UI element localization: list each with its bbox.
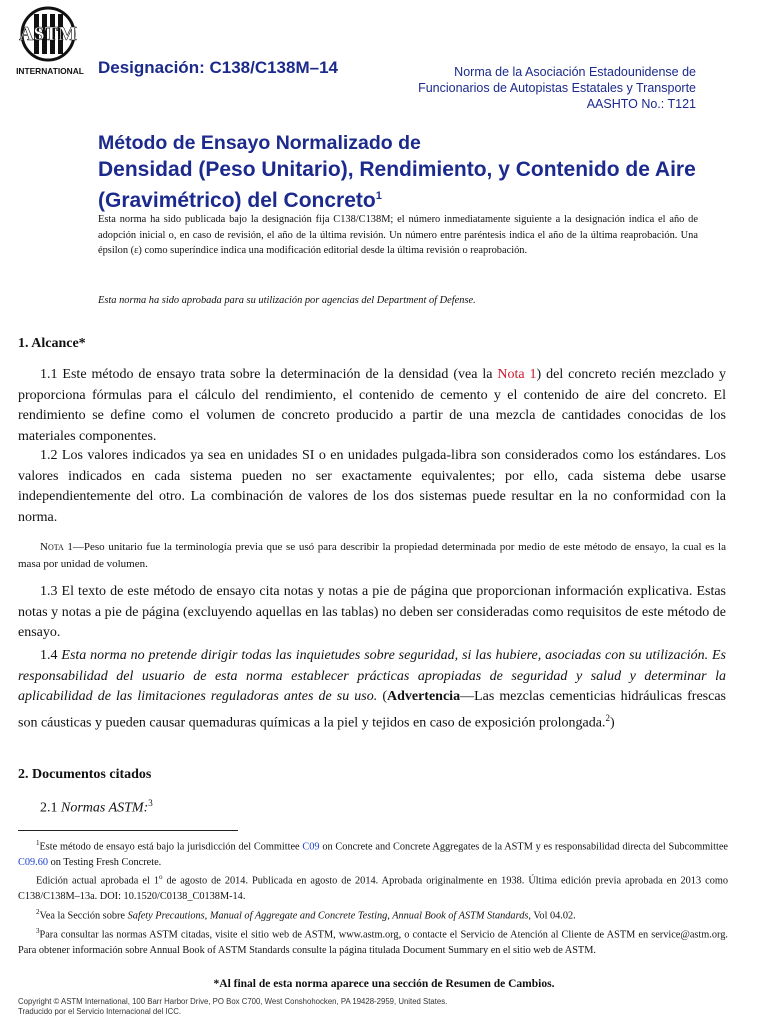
footnote-2 [18, 905, 728, 924]
p21-num: 2.1 [40, 800, 61, 816]
footnote-1-text-c: on Testing Fresh Concrete. [48, 856, 162, 868]
footnote-2-text-a: Vea la Sección sobre [39, 910, 128, 922]
footnote-1 [18, 836, 728, 870]
translation-credit: Traducido por el Servicio Internacional del ICC. [18, 1007, 182, 1016]
paragraph-1-4 [18, 646, 726, 734]
footnote-1-marker: 1 [36, 839, 40, 847]
footnote-divider [18, 830, 238, 831]
org-line-1: Norma de la Asociación Estadounidense de [454, 65, 696, 79]
footnote-2-italic: Safety Precautions, Manual of Aggregate and Concrete Testing, Annual Book of ASTM Standards [127, 910, 529, 922]
astm-logo [14, 4, 86, 80]
p14-warning-label: Advertencia [386, 689, 461, 704]
section-heading-scope: 1. Alcance* [18, 336, 86, 351]
title-line-2 [98, 157, 698, 214]
intro-text: Esta norma ha sido publicada bajo la designación fija C138/C138M; el número inmediatamente siguiente a la designación indica el año de adopción inicial o, en caso de revisión, el año de la última revisión. Un número entre paréntesis indica el año de la última reaprobación. Una épsilon (ε) como superíndice indica una modificación editorial desde la última revisión o reaprobación. [98, 214, 698, 256]
footnote-2-text-b: , Vol 04.02. [528, 910, 576, 922]
p14-num: 1.4 [40, 648, 62, 663]
note-1-label: Nota 1 [40, 541, 73, 553]
edition-ordinal: o [158, 873, 163, 882]
edition-text-a: Edición actual aprobada el 1 [36, 875, 159, 887]
summary-notice: *Al final de esta norma aparece una sección de Resumen de Cambios. [213, 978, 555, 990]
footnote-1-text-b: on Concrete and Concrete Aggregates de la ASTM y es responsabilidad directa del Subcommittee [319, 841, 728, 853]
p21-text: Normas ASTM: [61, 800, 149, 816]
title-line-1: Método de Ensayo Normalizado de [98, 132, 421, 154]
title-footnote-ref[interactable]: 1 [375, 190, 382, 202]
note-1-link[interactable]: Nota 1 [497, 367, 537, 382]
p14-rest: —Las mezclas cementicias hidráulicas frescas son cáusticas y pueden causar quemaduras químicas a la piel y tejidos en caso de exposición prolongada. [18, 689, 726, 731]
p14-open: ( [377, 689, 387, 704]
committee-c09-link[interactable]: C09 [302, 841, 320, 853]
paragraph-2-1 [40, 798, 153, 817]
p11-text-a: 1.1 Este método de ensayo trata sobre la determinación de la densidad (vea la [40, 367, 498, 382]
subcommittee-c0960-link[interactable]: C09.60 [18, 856, 49, 868]
title-main: Densidad (Peso Unitario), Rendimiento, y Contenido de Aire (Gravimétrico) del Concreto [98, 158, 696, 212]
astm-logo-icon [14, 4, 86, 80]
edition-text-b: de agosto de 2014. Publicada en agosto de 2014. Aprobada originalmente en 1938. Última edición previa aprobada en 2013 como C138/C138M–13a. DOI: 10.1520/C0138_C0138M-14. [18, 875, 728, 903]
org-block [396, 64, 696, 112]
p21-footnote-ref[interactable]: 3 [148, 798, 153, 808]
p14-footnote-ref[interactable]: 2 [605, 712, 610, 723]
footnote-2-marker: 2 [36, 907, 40, 916]
footnote-1-edition [18, 870, 728, 904]
org-line-2: Funcionarios de Autopistas Estatales y Transporte [418, 81, 696, 95]
svg-text:ASTM: ASTM [19, 23, 77, 45]
section-heading-documents: 2. Documentos citados [18, 767, 152, 782]
org-line-3: AASHTO No.: T121 [586, 97, 696, 111]
paragraph-1-1 [18, 365, 726, 447]
p11-text-b: ) del concreto recién mezclado y proporciona fórmulas para el cálculo del rendimiento, el contenido de cemento y el contenido de aire del concreto. El rendimiento se define como el volumen de concreto producido a partir de una mezcla de cantidades conocidas de los materiales componentes. [18, 367, 726, 444]
note-1 [18, 539, 726, 573]
footnote-1-text-a: Este método de ensayo está bajo la jurisdicción del Committee [39, 841, 303, 853]
footnote-3-text: Para consultar las normas ASTM citadas, visite el sitio web de ASTM, www.astm.org, o contacte el Servicio de Atención al Cliente de ASTM en service@astm.org. Para obtener información sobre Annual Book of ASTM Standards consulte la página titulada Document Summary en el sitio web de ASTM. [18, 929, 728, 956]
note-1-text: —Peso unitario fue la terminología previa que se usó para describir la propiedad determinada por medio de este método de ensayo, la cual es la masa por unidad de volumen. [18, 541, 726, 570]
p12-text: 1.2 Los valores indicados ya sea en unidades SI o en unidades pulgada-libra son considerados como los estándares. Los valores indicados en cada sistema pueden no ser exactamente equivalentes; por ello, cada sistema debe usarse independientemente del otro. La combinación de valores de los dos sistemas puede resultar en la no conformidad con la norma. [18, 448, 726, 525]
paragraph-1-3 [18, 582, 726, 644]
svg-text:INTERNATIONAL: INTERNATIONAL [16, 66, 84, 76]
p13-text: 1.3 El texto de este método de ensayo cita notas y notas a pie de página que proporcionan información explicativa. Estas notas y notas a pie de página (excluyendo aquellas en las tablas) no deben ser consideradas como requisitos de este método de ensayo. [18, 584, 726, 640]
p14-close: ) [609, 715, 615, 731]
footnotes [18, 836, 728, 958]
designation: Designación: C138/C138M–14 [98, 58, 338, 77]
paragraph-1-2 [18, 446, 726, 528]
copyright-line: Copyright © ASTM International, 100 Barr Harbor Drive, PO Box C700, West Conshohocken, PA 19428-2959, United States. [18, 997, 448, 1006]
p14-italic: Esta norma no pretende dirigir todas las inquietudes sobre seguridad, si las hubiere, asociadas con su utilización. Es responsabilidad del usuario de esta norma establecer prácticas apropiadas de seguridad y salud y determinar la aplicabilidad de las limitaciones reguladoras antes de su uso. [18, 648, 726, 704]
footnote-3-marker: 3 [36, 926, 40, 935]
approval-text: Esta norma ha sido aprobada para su utilización por agencias del Department of Defense. [98, 295, 476, 306]
footnote-3 [18, 924, 728, 958]
